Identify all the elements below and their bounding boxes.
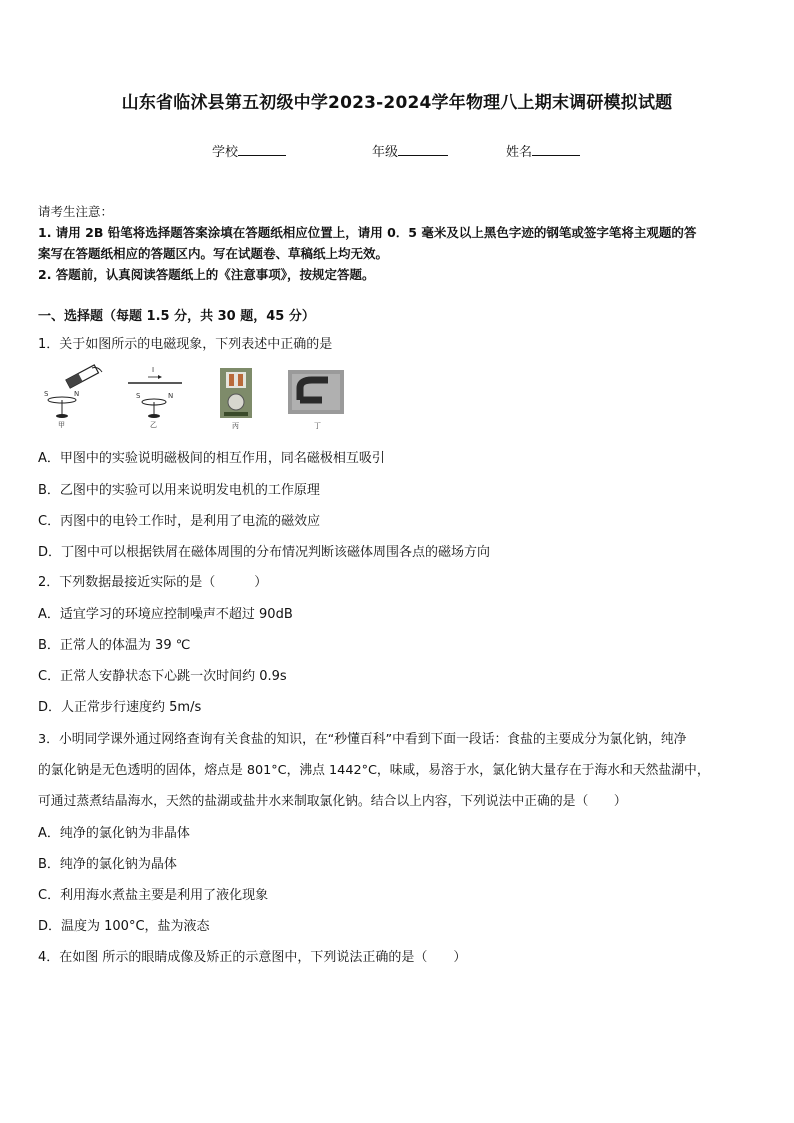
- question-3-option-b: B．纯净的氯化钠为晶体: [38, 857, 177, 872]
- name-field: [506, 141, 580, 160]
- figure-yi-s-label: S: [136, 392, 141, 400]
- grade-label: 年级: [372, 145, 399, 160]
- question-3-option-c: C．利用海水煮盐主要是利用了液化现象: [38, 888, 269, 903]
- question-1-option-d: D．丁图中可以根据铁屑在磁体周围的分布情况判断该磁体周围各点的磁场方向: [38, 545, 491, 560]
- notice-item-1a: 1. 请用 2B 铅笔将选择题答案涂填在答题纸相应位置上，请用 0．5 毫米及以上黑色字迹的钢笔或签字笔将主观题的答: [38, 225, 697, 240]
- section-heading: 一、选择题（每题 1.5 分，共 30 题，45 分）: [38, 309, 315, 324]
- question-3-option-a: A．纯净的氯化钠为非晶体: [38, 826, 190, 841]
- figure-bing-caption: 丙: [232, 422, 239, 430]
- exam-title: 山东省临沭县第五初级中学2023-2024学年物理八上期末调研模拟试题: [121, 93, 673, 113]
- question-4-stem: 4．在如图 所示的眼睛成像及矫正的示意图中，下列说法正确的是（ ）: [38, 950, 467, 965]
- grade-blank[interactable]: [398, 141, 448, 156]
- question-3-stem-line-1: 3．小明同学课外通过网络查询有关食盐的知识，在“秒懂百科”中看到下面一段话：食盐的主要成分为氯化钠，纯净: [38, 732, 687, 747]
- figure-jia-n-label: N: [74, 390, 80, 398]
- figure-jia: [40, 364, 110, 430]
- notice-item-1b: 案写在答题纸相应的答题区内。写在试题卷、草稿纸上均无效。: [38, 246, 389, 261]
- name-blank[interactable]: [532, 141, 580, 156]
- school-label: 学校: [212, 145, 239, 160]
- grade-field: [372, 141, 448, 160]
- name-label: 姓名: [506, 145, 533, 160]
- figure-ding-caption: 丁: [314, 422, 321, 430]
- figure-bing: [220, 368, 252, 430]
- notice-heading: 请考生注意：: [38, 204, 114, 219]
- question-2-option-d: D．人正常步行速度约 5m/s: [38, 700, 202, 715]
- figure-jia-caption: 甲: [58, 421, 65, 429]
- question-1-stem: 1．关于如图所示的电磁现象，下列表述中正确的是: [38, 337, 333, 352]
- figure-yi-caption: 乙: [150, 421, 157, 429]
- question-2-option-a: A．适宜学习的环境应控制噪声不超过 90dB: [38, 607, 293, 622]
- question-3-stem-line-2: 的氯化钠是无色透明的固体，熔点是 801°C，沸点 1442°C，味咸，易溶于水，氯化钠大量存在于海水和天然盐湖中，: [38, 763, 710, 778]
- school-field: [212, 141, 286, 160]
- question-2-stem: 2．下列数据最接近实际的是（ ）: [38, 575, 268, 590]
- question-1-option-b: B．乙图中的实验可以用来说明发电机的工作原理: [38, 483, 320, 498]
- figure-yi-current-label: I: [152, 366, 155, 374]
- question-3-option-d: D．温度为 100°C，盐为液态: [38, 919, 210, 934]
- figure-ding: [288, 370, 344, 430]
- figure-bing-drawing: [220, 368, 252, 418]
- question-3-stem-line-3: 可通过蒸煮结晶海水，天然的盐湖或盐井水来制取氯化钠。结合以上内容，下列说法中正确的是（ ）: [38, 794, 627, 809]
- figure-yi-n-label: N: [168, 392, 174, 400]
- question-1-option-c: C．丙图中的电铃工作时，是利用了电流的磁效应: [38, 514, 321, 529]
- notice-item-2: 2. 答题前，认真阅读答题纸上的《注意事项》，按规定答题。: [38, 267, 375, 282]
- question-2-option-b: B．正常人的体温为 39 ℃: [38, 638, 191, 653]
- figure-yi: [124, 364, 186, 430]
- figure-ding-drawing: [288, 370, 344, 414]
- figure-jia-s-label: S: [44, 390, 49, 398]
- school-blank[interactable]: [238, 141, 286, 156]
- question-2-option-c: C．正常人安静状态下心跳一次时间约 0.9s: [38, 669, 287, 684]
- question-1-option-a: A．甲图中的实验说明磁极间的相互作用，同名磁极相互吸引: [38, 451, 385, 466]
